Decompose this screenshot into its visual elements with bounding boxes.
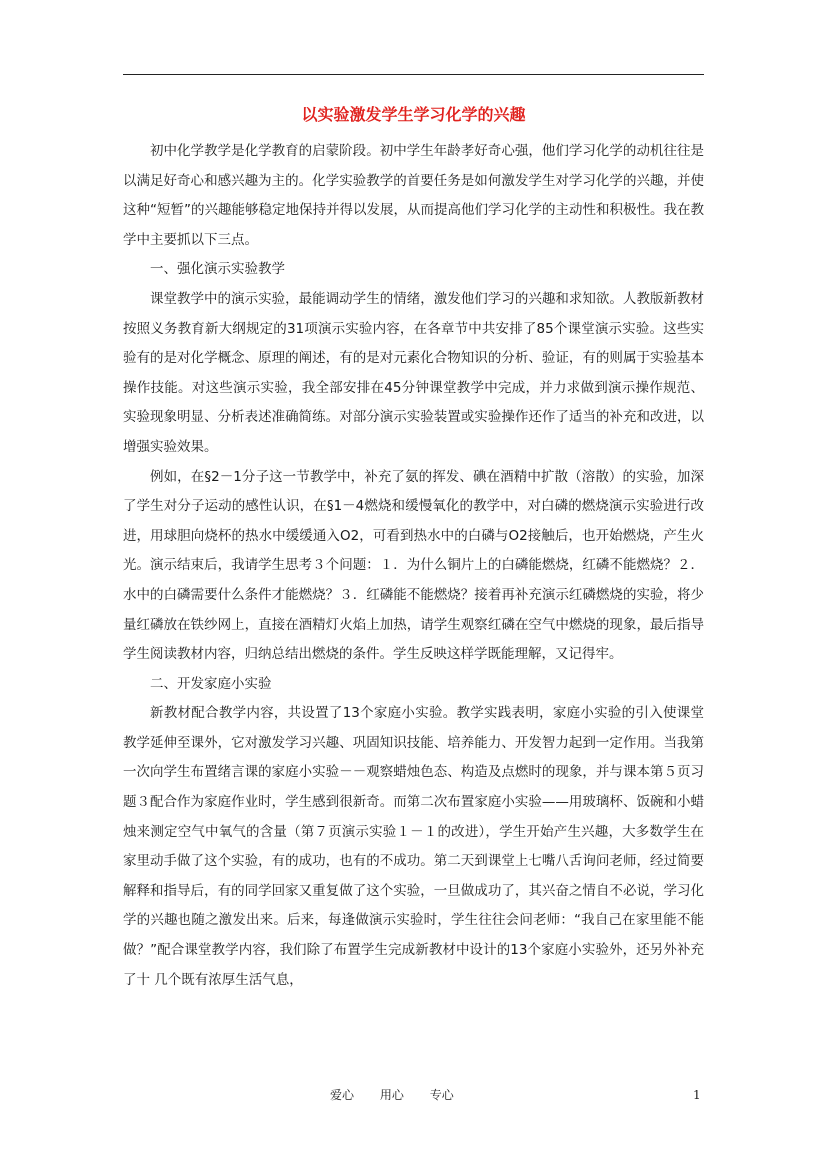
- section-heading-1: 一、强化演示实验教学: [150, 261, 285, 278]
- paragraph-home-experiments: 新教材配合教学内容，共设置了13个家庭小实验。教学实践表明，家庭小实验的引入使课堂教学延伸至课外，它对激发学习兴趣、巩固知识技能、培养能力、开发智力起到一定作用。当我第一次向学生布置绪言课的家庭小实验－－观察蜡烛色态、构造及点燃时的现象，并与课本第５页习题３配合作为家庭作业时，学生感到很新奇。而第二次布置家庭小实验——用玻璃杯、饭碗和小蜡烛来测定空气中氧气的含量（第７页演示实验１－１的改进），学生开始产生兴趣，大多数学生在家里动手做了这个实验，有的成功，也有的不成功。第二天到课堂上七嘴八舌询问老师，经过简要解释和指导后，有的同学回家又重复做了这个实验，一旦做成功了，其兴奋之情自不必说，学习化学的兴趣也随之激发出来。后来，每逢做演示实验时，学生往往会问老师：“我自己在家里能不能做？”配合课堂教学内容，我们除了布置学生完成新教材中设计的13个家庭小实验外，还另外补充了十 几个既有浓厚生活气息，: [123, 705, 704, 988]
- paragraph-demo-experiments: 课堂教学中的演示实验，最能调动学生的情绪，激发他们学习的兴趣和求知欲。人教版新教材按照义务教育新大纲规定的31项演示实验内容，在各章节中共安排了85个课堂演示实验。这些实验有的是对化学概念、原理的阐述，有的是对元素化合物知识的分析、验证，有的则属于实验基本操作技能。对这些演示实验，我全部安排在45分钟课堂教学中完成，并力求做到演示操作规范、实验现象明显、分析表述准确简练。对部分演示实验装置或实验操作还作了适当的补充和改进，以增强实验效果。: [123, 290, 704, 455]
- document-body: [123, 137, 704, 995]
- paragraph-example: 例如，在§2－1分子这一节教学中，补充了氨的挥发、碘在酒精中扩散（溶散）的实验，加深了学生对分子运动的感性认识，在§1－4燃烧和缓慢氧化的教学中，对白磷的燃烧演示实验进行改进，用球胆向烧杯的热水中缓缓通入O2，可看到热水中的白磷与O2接触后，也开始燃烧，产生火光。演示结束后，我请学生思考３个问题：１．为什么铜片上的白磷能燃烧，红磷不能燃烧？２．水中的白磷需要什么条件才能燃烧？３．红磷能不能燃烧？接着再补充演示红磷燃烧的实验，将少量红磷放在铁纱网上，直接在酒精灯火焰上加热，请学生观察红磷在空气中燃烧的现象，最后指导学生阅读教材内容，归纳总结出燃烧的条件。学生反映这样学既能理解，又记得牢。: [123, 468, 704, 663]
- footer-motto: 用心: [379, 1088, 404, 1102]
- page-number: 1: [693, 1088, 701, 1102]
- document-title: 以实验激发学生学习化学的兴趣: [301, 105, 526, 124]
- paragraph-intro: 初中化学教学是化学教育的启蒙阶段。初中学生年龄孝好奇心强，他们学习化学的动机往往是以满足好奇心和感兴趣为主的。化学实验教学的首要任务是如何激发学生对学习化学的兴趣，并使这种“短暂”的兴趣能够稳定地保持并得以发展，从而提高他们学习化学的主动性和积极性。我在教学中主要抓以下三点。: [123, 143, 704, 248]
- header-rule: [123, 74, 704, 75]
- footer-motto: 爱心: [330, 1088, 355, 1102]
- section-heading-2: 二、开发家庭小实验: [150, 675, 272, 692]
- footer-motto: 专心: [429, 1088, 454, 1102]
- footer-mottos: [330, 1087, 476, 1103]
